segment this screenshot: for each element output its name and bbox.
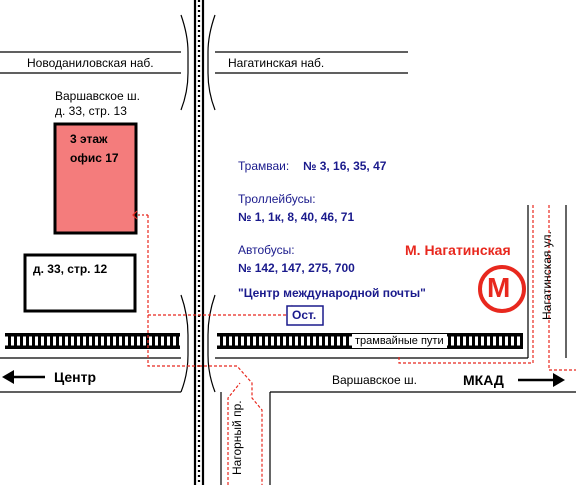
direction-right-label: МКАД bbox=[463, 372, 504, 388]
trolley-label: Троллейбусы: bbox=[238, 192, 316, 206]
tram-tracks-label: трамвайные пути bbox=[352, 334, 447, 348]
arrow-left-icon bbox=[2, 370, 45, 384]
office-room: офис 17 bbox=[70, 151, 119, 165]
bus-label: Автобусы: bbox=[238, 243, 295, 257]
metro-station-label: М. Нагатинская bbox=[405, 242, 511, 258]
vertical-railway bbox=[195, 0, 203, 485]
other-building-label: д. 33, стр. 12 bbox=[33, 262, 108, 276]
trolley-routes: № 1, 1к, 8, 40, 46, 71 bbox=[238, 210, 355, 224]
street-bottom-label: Варшавское ш. bbox=[332, 373, 417, 387]
bridge-mid-left bbox=[181, 295, 188, 392]
street-top-right-label: Нагатинская наб. bbox=[228, 56, 325, 70]
tram-label: Трамваи: bbox=[238, 159, 290, 173]
bus-routes: № 142, 147, 275, 700 bbox=[238, 261, 355, 275]
street-nagatinskaya-label: Нагатинская ул. bbox=[540, 231, 554, 320]
metro-symbol: M bbox=[487, 272, 511, 303]
stop-box-label: Ост. bbox=[292, 308, 317, 322]
street-nagorny-label: Нагорный пр. bbox=[230, 400, 244, 475]
arrow-right-icon bbox=[518, 373, 565, 387]
tram-routes: № 3, 16, 35, 47 bbox=[303, 159, 387, 173]
office-address: Варшавское ш. д. 33, стр. 13 bbox=[55, 89, 140, 118]
office-floor: 3 этаж bbox=[70, 132, 108, 146]
direction-left-label: Центр bbox=[54, 369, 97, 385]
stop-name: "Центр международной почты" bbox=[238, 286, 426, 300]
bridge-mid-right bbox=[208, 295, 215, 392]
bridge-top-right bbox=[208, 15, 215, 110]
bridge-top-left bbox=[181, 15, 188, 110]
street-top-left-label: Новоданиловская наб. bbox=[27, 56, 154, 70]
